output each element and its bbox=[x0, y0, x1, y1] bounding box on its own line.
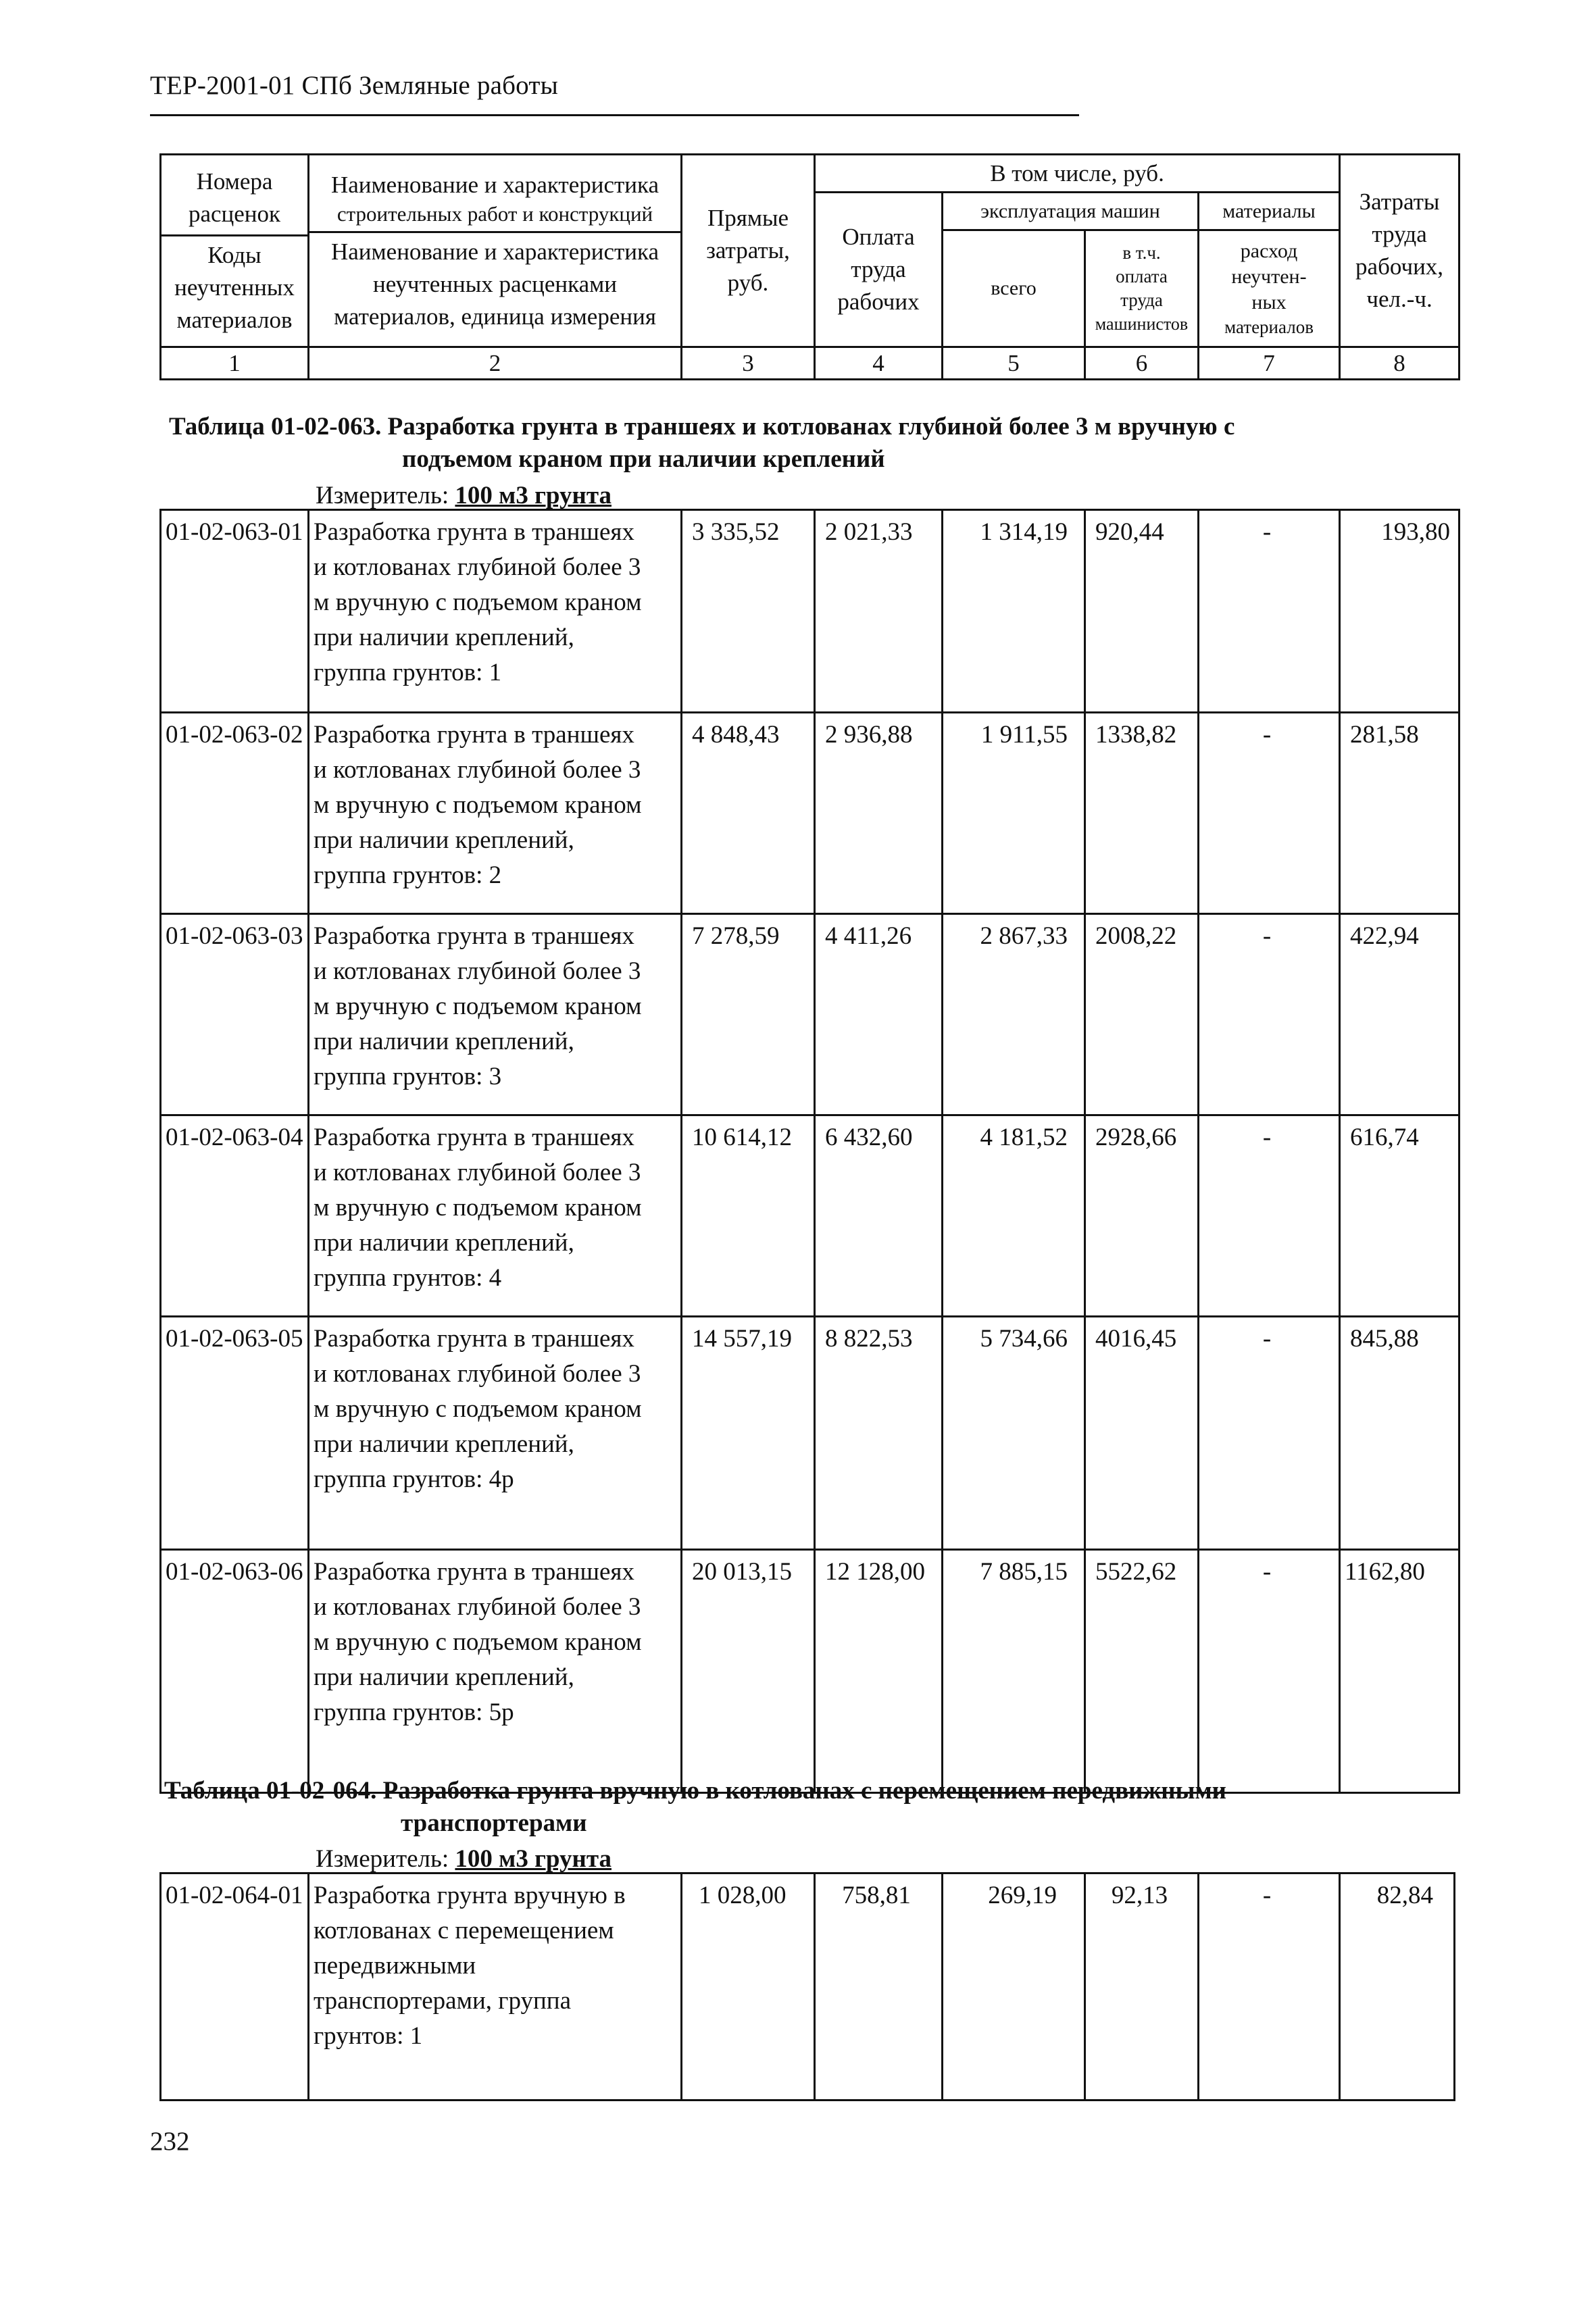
rate-code: 01-02-063-02 bbox=[161, 713, 309, 914]
labor-hours: 82,84 bbox=[1340, 1873, 1455, 2101]
labor-hours: 193,80 bbox=[1340, 510, 1460, 713]
table-row bbox=[161, 510, 1460, 713]
header-direct-costs: Прямые затраты, руб. bbox=[682, 155, 815, 347]
machines-total: 1 911,55 bbox=[943, 713, 1085, 914]
header-codes-cell bbox=[161, 155, 309, 347]
table-title: Таблица 01-02-064. Разработка грунта вручную в котлованах с перемещением передвижными транспортерами bbox=[164, 1777, 1226, 1837]
table-row bbox=[161, 1873, 1455, 2101]
table-title: Таблица 01-02-063. Разработка грунта в траншеях и котлованах глубиной более 3 м вручную с подъемом краном при наличии креплений bbox=[169, 413, 1235, 473]
header-labor-hours: Затраты труда рабочих, чел.-ч. bbox=[1340, 155, 1460, 347]
table-row bbox=[161, 1115, 1460, 1317]
page-number: 232 bbox=[150, 2127, 190, 2156]
materials: - bbox=[1199, 1873, 1340, 2101]
rate-code: 01-02-063-01 bbox=[161, 510, 309, 713]
running-title: ТЕР-2001-01 СПб Земляные работы bbox=[150, 71, 558, 100]
labor-hours: 1162,80 bbox=[1340, 1550, 1460, 1793]
header-unaccounted-materials: расход неучтен- ных материалов bbox=[1199, 230, 1340, 347]
materials: - bbox=[1199, 1550, 1340, 1793]
rate-code: 01-02-063-05 bbox=[161, 1317, 309, 1550]
worker-pay: 2 021,33 bbox=[815, 510, 943, 713]
header-machines-group: эксплуатация машин bbox=[943, 193, 1199, 230]
worker-pay: 12 128,00 bbox=[815, 1550, 943, 1793]
header-machines-total: всего bbox=[943, 230, 1085, 347]
rate-description: Разработка грунта в траншеях и котлованах глубиной более 3 м вручную с подъемом краном при наличии креплений, группа грунтов: 2 bbox=[309, 713, 682, 914]
labor-hours: 616,74 bbox=[1340, 1115, 1460, 1317]
column-number: 1 bbox=[161, 347, 309, 380]
rate-description: Разработка грунта в траншеях и котлованах глубиной более 3 м вручную с подъемом краном при наличии креплений, группа грунтов: 3 bbox=[309, 914, 682, 1115]
machinist-pay: 92,13 bbox=[1085, 1873, 1199, 2101]
rate-description: Разработка грунта в траншеях и котлованах глубиной более 3 м вручную с подъемом краном при наличии креплений, группа грунтов: 1 bbox=[309, 510, 682, 713]
labor-hours: 845,88 bbox=[1340, 1317, 1460, 1550]
table-measure: Измеритель: 100 м3 грунта bbox=[316, 1845, 612, 1873]
header-materials-group: материалы bbox=[1199, 193, 1340, 230]
direct-costs: 3 335,52 bbox=[682, 510, 815, 713]
machines-total: 7 885,15 bbox=[943, 1550, 1085, 1793]
direct-costs: 14 557,19 bbox=[682, 1317, 815, 1550]
column-number: 4 bbox=[815, 347, 943, 380]
direct-costs: 1 028,00 bbox=[682, 1873, 815, 2101]
machines-total: 2 867,33 bbox=[943, 914, 1085, 1115]
direct-costs: 20 013,15 bbox=[682, 1550, 815, 1793]
machines-total: 4 181,52 bbox=[943, 1115, 1085, 1317]
worker-pay: 6 432,60 bbox=[815, 1115, 943, 1317]
rate-description: Разработка грунта вручную в котлованах с перемещением передвижными транспортерами, группа грунтов: 1 bbox=[309, 1873, 682, 2101]
table-row bbox=[161, 1550, 1460, 1793]
rate-code: 01-02-063-04 bbox=[161, 1115, 309, 1317]
machinist-pay: 1338,82 bbox=[1085, 713, 1199, 914]
table-row bbox=[161, 1317, 1460, 1550]
worker-pay: 8 822,53 bbox=[815, 1317, 943, 1550]
labor-hours: 422,94 bbox=[1340, 914, 1460, 1115]
column-number: 5 bbox=[943, 347, 1085, 380]
header-rule bbox=[150, 114, 1079, 116]
direct-costs: 7 278,59 bbox=[682, 914, 815, 1115]
worker-pay: 4 411,26 bbox=[815, 914, 943, 1115]
header-work-name: Наименование и характеристика строительных работ и конструкций bbox=[307, 169, 682, 233]
rate-description: Разработка грунта в траншеях и котлованах глубиной более 3 м вручную с подъемом краном при наличии креплений, группа грунтов: 5р bbox=[309, 1550, 682, 1793]
rate-description: Разработка грунта в траншеях и котлованах глубиной более 3 м вручную с подъемом краном при наличии креплений, группа грунтов: 4 bbox=[309, 1115, 682, 1317]
table-row bbox=[161, 914, 1460, 1115]
rates-table-064 bbox=[159, 1872, 1455, 2101]
materials: - bbox=[1199, 1115, 1340, 1317]
rate-code: 01-02-063-03 bbox=[161, 914, 309, 1115]
header-worker-pay: Оплата труда рабочих bbox=[815, 193, 943, 347]
machinist-pay: 920,44 bbox=[1085, 510, 1199, 713]
header-material-name: Наименование и характеристика неучтенных расценками материалов, единица измерения bbox=[330, 238, 659, 330]
header-including-group: В том числе, руб. bbox=[815, 155, 1340, 193]
materials: - bbox=[1199, 510, 1340, 713]
column-number: 7 bbox=[1199, 347, 1340, 380]
machinist-pay: 4016,45 bbox=[1085, 1317, 1199, 1550]
column-header-table bbox=[159, 153, 1460, 380]
machines-total: 5 734,66 bbox=[943, 1317, 1085, 1550]
worker-pay: 2 936,88 bbox=[815, 713, 943, 914]
rate-description: Разработка грунта в траншеях и котлованах глубиной более 3 м вручную с подъемом краном при наличии креплений, группа грунтов: 4р bbox=[309, 1317, 682, 1550]
materials: - bbox=[1199, 914, 1340, 1115]
rate-code: 01-02-064-01 bbox=[161, 1873, 309, 2101]
column-numbers-row bbox=[161, 347, 1460, 380]
column-number: 8 bbox=[1340, 347, 1460, 380]
table-row bbox=[161, 713, 1460, 914]
header-rate-numbers: Номера расценок bbox=[159, 166, 309, 236]
materials: - bbox=[1199, 1317, 1340, 1550]
machinist-pay: 2008,22 bbox=[1085, 914, 1199, 1115]
header-material-codes: Коды неучтенных материалов bbox=[174, 241, 295, 333]
materials: - bbox=[1199, 713, 1340, 914]
direct-costs: 10 614,12 bbox=[682, 1115, 815, 1317]
column-number: 3 bbox=[682, 347, 815, 380]
machines-total: 269,19 bbox=[943, 1873, 1085, 2101]
header-names-cell bbox=[309, 155, 682, 347]
labor-hours: 281,58 bbox=[1340, 713, 1460, 914]
direct-costs: 4 848,43 bbox=[682, 713, 815, 914]
machinist-pay: 2928,66 bbox=[1085, 1115, 1199, 1317]
rates-table-063 bbox=[159, 509, 1460, 1794]
worker-pay: 758,81 bbox=[815, 1873, 943, 2101]
rate-code: 01-02-063-06 bbox=[161, 1550, 309, 1793]
machines-total: 1 314,19 bbox=[943, 510, 1085, 713]
table-measure: Измеритель: 100 м3 грунта bbox=[316, 482, 612, 509]
machinist-pay: 5522,62 bbox=[1085, 1550, 1199, 1793]
column-number: 2 bbox=[309, 347, 682, 380]
header-machinist-pay: в т.ч. оплата труда машинистов bbox=[1085, 230, 1199, 347]
column-number: 6 bbox=[1085, 347, 1199, 380]
